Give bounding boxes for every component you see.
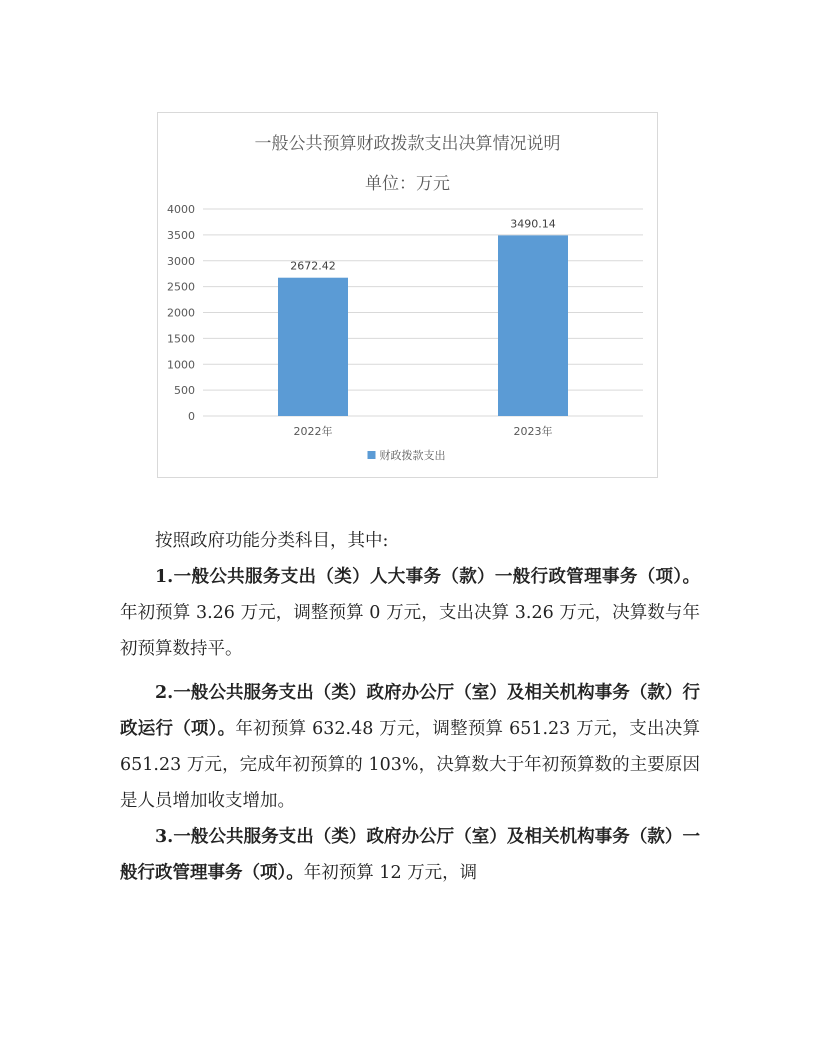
x-tick-label: 2022年 <box>293 425 333 438</box>
y-tick-label: 2500 <box>167 280 195 294</box>
y-tick-label: 500 <box>174 384 195 398</box>
y-tick-label: 2000 <box>167 306 195 320</box>
bar <box>498 235 568 416</box>
budget-chart <box>157 112 658 478</box>
y-tick-label: 1000 <box>167 358 195 372</box>
y-tick-label: 4000 <box>167 203 195 216</box>
item-3-paragraph <box>120 819 700 891</box>
chart-title: 一般公共预算财政拨款支出决算情况说明 <box>254 134 561 154</box>
x-tick-label: 2023年 <box>513 425 553 438</box>
item-3-heading: 3.一般公共服务支出（类）政府办公厅（室）及相关机构事务（款）一般行政管理事务（项）。 <box>120 827 700 883</box>
legend-label: 财政拨款支出 <box>379 449 446 462</box>
intro-paragraph: 按照政府功能分类科目，其中: <box>155 531 389 551</box>
data-label: 3490.14 <box>510 217 556 231</box>
item-1-heading: 1.一般公共服务支出（类）人大事务（款）一般行政管理事务（项）。 <box>155 567 700 587</box>
bar <box>278 278 348 416</box>
item-3-text: 年初预算 12 万元，调 <box>303 863 478 883</box>
y-tick-label: 0 <box>188 410 195 423</box>
item-2-paragraph <box>120 675 700 819</box>
y-tick-label: 1500 <box>167 332 195 346</box>
chart-subtitle: 单位：万元 <box>365 174 450 194</box>
y-tick-label: 3500 <box>167 228 195 242</box>
body-text <box>120 523 700 891</box>
item-1-paragraph <box>120 559 700 667</box>
data-label: 2672.42 <box>290 259 336 273</box>
chart-plot <box>158 113 659 479</box>
item-2-text: 年初预算 632.48 万元，调整预算 651.23 万元，支出决算 651.23 万元，完成年初预算的 103%，决算数大于年初预算数的主要原因是人员增加收支增加。 <box>120 719 701 811</box>
y-tick-label: 3000 <box>167 254 195 268</box>
item-2-heading: 2.一般公共服务支出（类）政府办公厅（室）及相关机构事务（款）行政运行（项）。 <box>120 683 700 739</box>
legend-swatch <box>368 451 376 459</box>
item-1-text: 年初预算 3.26 万元，调整预算 0 万元，支出决算 3.26 万元，决算数与年初预算数持平。 <box>120 603 700 659</box>
